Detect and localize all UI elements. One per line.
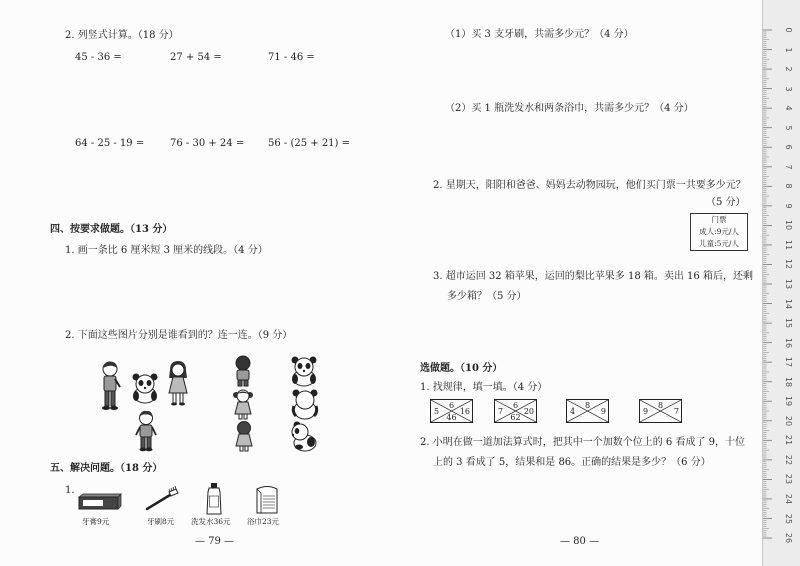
ruler-label: 24 (784, 493, 793, 505)
ruler-label: 13 (784, 278, 793, 290)
scan-ruler (762, 0, 800, 566)
pattern-number-left: 7 (498, 407, 504, 416)
panda-toy-center-figure (130, 372, 160, 404)
pattern-number-top: 6 (512, 401, 519, 410)
product-price-label: 洗发水36元 (191, 517, 231, 526)
optional-section-heading: 选做题。（10 分） (420, 363, 503, 374)
calc-expression: 56 - (25 + 21) = (268, 138, 351, 149)
ticket-adult-price: 成人:9元/人 (699, 227, 739, 236)
question-3-line-2: 多少箱？（5 分） (447, 291, 527, 302)
question-2-points: （5 分） (706, 197, 746, 208)
ruler-label: 22 (784, 454, 793, 465)
girl-side-figure (165, 360, 191, 406)
ruler-label: 12 (784, 259, 793, 270)
pattern-box (566, 399, 609, 423)
calc-expression: 64 - 25 - 19 = (75, 138, 145, 149)
ruler-label: 17 (784, 357, 793, 368)
pattern-number-right: 9 (600, 407, 606, 416)
pattern-number-top: 8 (657, 401, 664, 410)
question-3-line-1: 3. 超市运回 32 箱苹果，运回的梨比苹果多 18 箱。卖出 16 箱后，还剩 (433, 271, 753, 282)
child-view-1-figure (231, 355, 255, 387)
pattern-box (494, 399, 537, 423)
panda-view-3-figure (289, 420, 319, 452)
ruler-label: 3 (784, 86, 793, 92)
calc-question-title: 2. 列竖式计算。（18 分） (65, 30, 179, 41)
calc-expression: 76 - 30 + 24 = (170, 138, 245, 149)
ticket-title: 门票 (711, 215, 727, 224)
panda-view-1-figure (289, 355, 319, 387)
section5-heading: 五、解决问题。（18 分） (50, 463, 163, 474)
calc-expression: 71 - 46 = (268, 52, 315, 63)
ruler-label: 23 (784, 474, 793, 485)
calc-expression: 45 - 36 = (75, 52, 122, 63)
section4-question-2: 2. 下面这些图片分别是谁看到的？连一连。（9 分） (65, 330, 293, 341)
pattern-number-right: 16 (459, 407, 470, 416)
toothbrush-icon (145, 488, 179, 512)
ruler-label: 10 (784, 220, 793, 231)
product-price-label: 浴巾23元 (247, 517, 280, 526)
ticket-price-box (690, 213, 748, 251)
pattern-box (430, 399, 473, 423)
ruler-label: 1 (784, 46, 793, 53)
ruler-label: 14 (784, 298, 793, 309)
pattern-number-left: 4 (570, 407, 576, 416)
product-price-label: 牙刷8元 (147, 517, 175, 526)
ruler-label: 15 (784, 318, 793, 329)
ruler-label: 21 (784, 435, 793, 446)
panda-view-2-figure (290, 388, 320, 420)
pattern-number-right: 7 (673, 407, 679, 416)
ruler-label: 18 (784, 376, 793, 387)
pattern-number-left: 5 (434, 407, 440, 416)
shampoo-bottle-icon (204, 483, 224, 515)
bath-towel-icon (254, 484, 280, 514)
boy-front-figure (134, 410, 158, 452)
ruler-label: 5 (784, 125, 793, 131)
ruler-label: 19 (784, 396, 793, 407)
ruler-label: 7 (784, 164, 793, 170)
section4-heading: 四、按要求做题。（13 分） (50, 224, 173, 235)
pattern-number-left: 9 (643, 407, 649, 416)
pattern-number-bottom: 46 (446, 413, 457, 422)
pattern-box (639, 399, 682, 423)
question-1-sub-1: （1）买 3 支牙刷，共需多少元？（4 分） (445, 29, 634, 40)
optional-question-1: 1. 找规律，填一填。（4 分） (420, 382, 548, 393)
ruler-label: 6 (784, 144, 793, 150)
boy-side-figure (96, 360, 122, 412)
product-price-label: 牙膏9元 (82, 517, 110, 526)
ruler-label: 16 (784, 337, 793, 348)
ruler-label: 2 (784, 66, 793, 72)
question-2-text: 2. 星期天，阳阳和爸爸、妈妈去动物园玩，他们买门票一共要多少元？ (433, 180, 746, 191)
pattern-number-right: 20 (523, 407, 534, 416)
pattern-number-bottom: 62 (510, 413, 521, 422)
ruler-label: 25 (784, 513, 793, 524)
optional-question-2-line-2: 上的 3 看成了 5，结果和是 86。正确的结果是多少？（6 分） (433, 457, 711, 468)
ruler-label: 20 (784, 415, 793, 426)
ruler-ticks (763, 0, 800, 566)
toothpaste-icon (78, 494, 122, 510)
ruler-label: 8 (784, 183, 793, 189)
calc-expression: 27 + 54 = (170, 52, 222, 63)
pattern-number-top: 6 (448, 401, 455, 410)
ruler-label: 4 (784, 105, 793, 111)
section5-question-1-number: 1. (65, 485, 75, 496)
child-view-3-figure (232, 420, 256, 452)
question-1-sub-2: （2）买 1 瓶洗发水和两条浴巾，共需多少元？（4 分） (445, 103, 694, 114)
page-number-right: — 80 — (560, 536, 600, 547)
ruler-label: 9 (784, 203, 793, 209)
ticket-child-price: 儿童:5元/人 (699, 239, 739, 248)
section4-question-1: 1. 画一条比 6 厘米短 3 厘米的线段。（4 分） (65, 245, 268, 256)
page-number-left: — 79 — (195, 536, 235, 547)
ruler-label: 26 (784, 532, 793, 544)
optional-question-2-line-1: 2. 小明在做一道加法算式时，把其中一个加数个位上的 6 看成了 9，十位 (420, 437, 745, 448)
ruler-label: 11 (784, 239, 793, 251)
pattern-number-top: 8 (584, 401, 591, 410)
ruler-label: 0 (784, 27, 793, 33)
child-view-2-figure (231, 388, 255, 420)
